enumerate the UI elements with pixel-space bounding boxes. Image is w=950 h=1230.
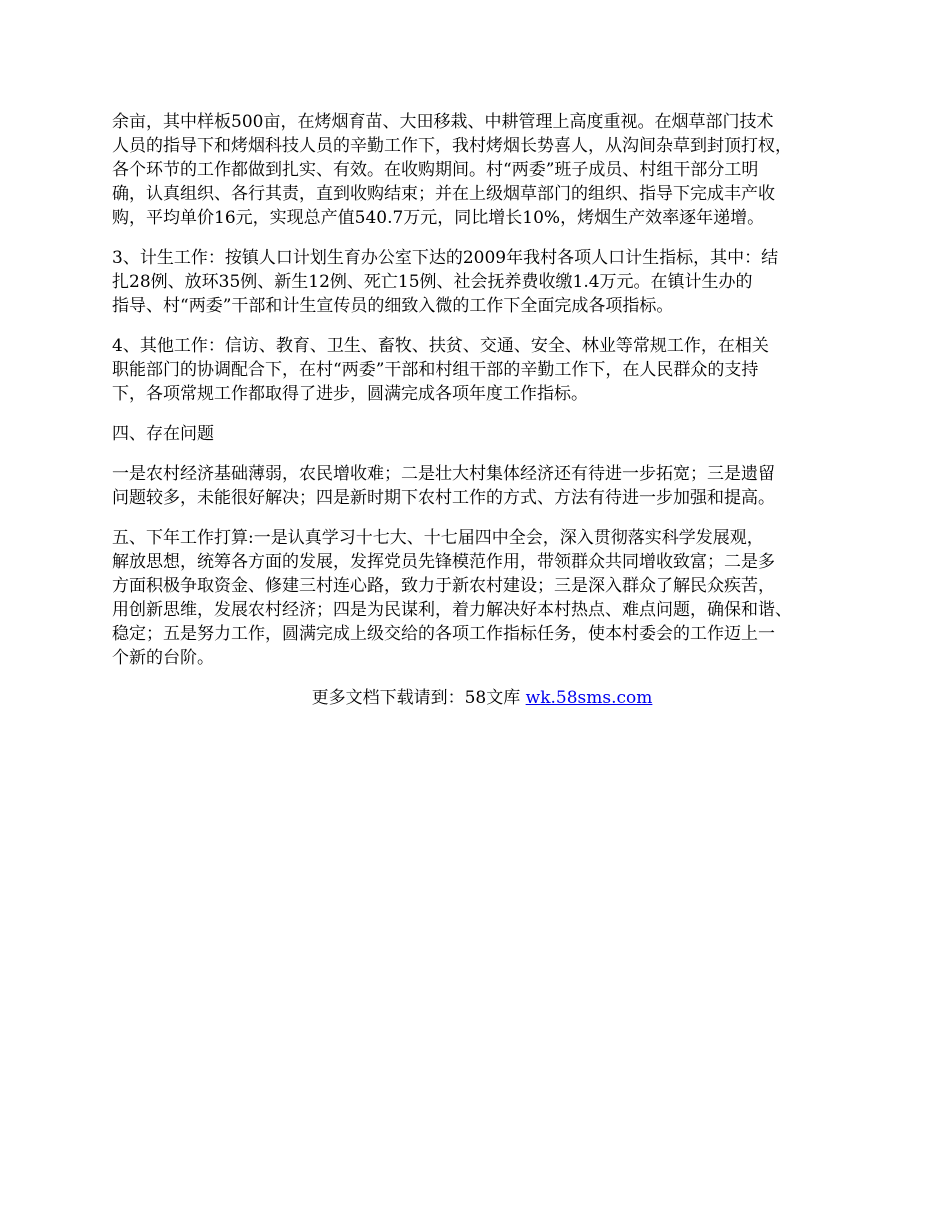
paragraph-other-work: 4、其他工作：信访、教育、卫生、畜牧、扶贫、交通、安全、林业等常规工作，在相关 职能部门的协调配合下，在村“两委”干部和村组干部的辛勤工作下，在人民群众的支持 下，各项常规工作都取得了进步，圆满完成各项年度工作指标。 bbox=[112, 336, 769, 404]
paragraph-family-planning: 3、计生工作：按镇人口计划生育办公室下达的2009年我村各项人口计生指标，其中：结 扎28例、放环35例、新生12例、死亡15例、社会抚养费收缴1.4万元。在镇计生办的 指导、村“两委”干部和计生宣传员的细致入微的工作下全面完成各项指标。 bbox=[112, 248, 779, 316]
document-page bbox=[112, 110, 852, 710]
paragraph-next-year-plan: 五、下年工作打算:一是认真学习十七大、十七届四中全会，深入贯彻落实科学发展观， 解放思想，统筹各方面的发展，发挥党员先锋模范作用，带领群众共同增收致富；二是多 方面积极争取资金、修建三村连心路，致力于新农村建设；三是深入群众了解民众疾苦， 用创新思维，发展农村经济；四是为民谋利，着力解决好本村热点、难点问题，确保和谐、 稳定；五是努力工作，圆满完成上级交给的各项工作指标任务，使本村委会的工作迈上一 个新的台阶。 bbox=[112, 528, 792, 668]
paragraph-tobacco: 余亩，其中样板500亩，在烤烟育苗、大田移栽、中耕管理上高度重视。在烟草部门技术 人员的指导下和烤烟科技人员的辛勤工作下，我村烤烟长势喜人，从沟间杂草到封顶打杈， 各个环节的工作都做到扎实、有效。在收购期间。村“两委”班子成员、村组干部分工明 确，认真组织、各行其责，直到收购结束；并在上级烟草部门的组织、指导下完成丰产收 购，平均单价16元，实现总产值540.7万元，同比增长10%，烤烟生产效率逐年递增。 bbox=[112, 112, 792, 228]
section-heading-problems: 四、存在问题 bbox=[112, 424, 214, 444]
footer-link[interactable]: wk.58sms.com bbox=[525, 688, 653, 708]
footer-text: 更多文档下载请到：58文库 bbox=[311, 688, 526, 708]
footer bbox=[112, 686, 852, 710]
paragraph-problems: 一是农村经济基础薄弱，农民增收难；二是壮大村集体经济还有待进一步拓宽；三是遗留 问题较多，未能很好解决；四是新时期下农村工作的方式、方法有待进一步加强和提高。 bbox=[112, 464, 775, 508]
